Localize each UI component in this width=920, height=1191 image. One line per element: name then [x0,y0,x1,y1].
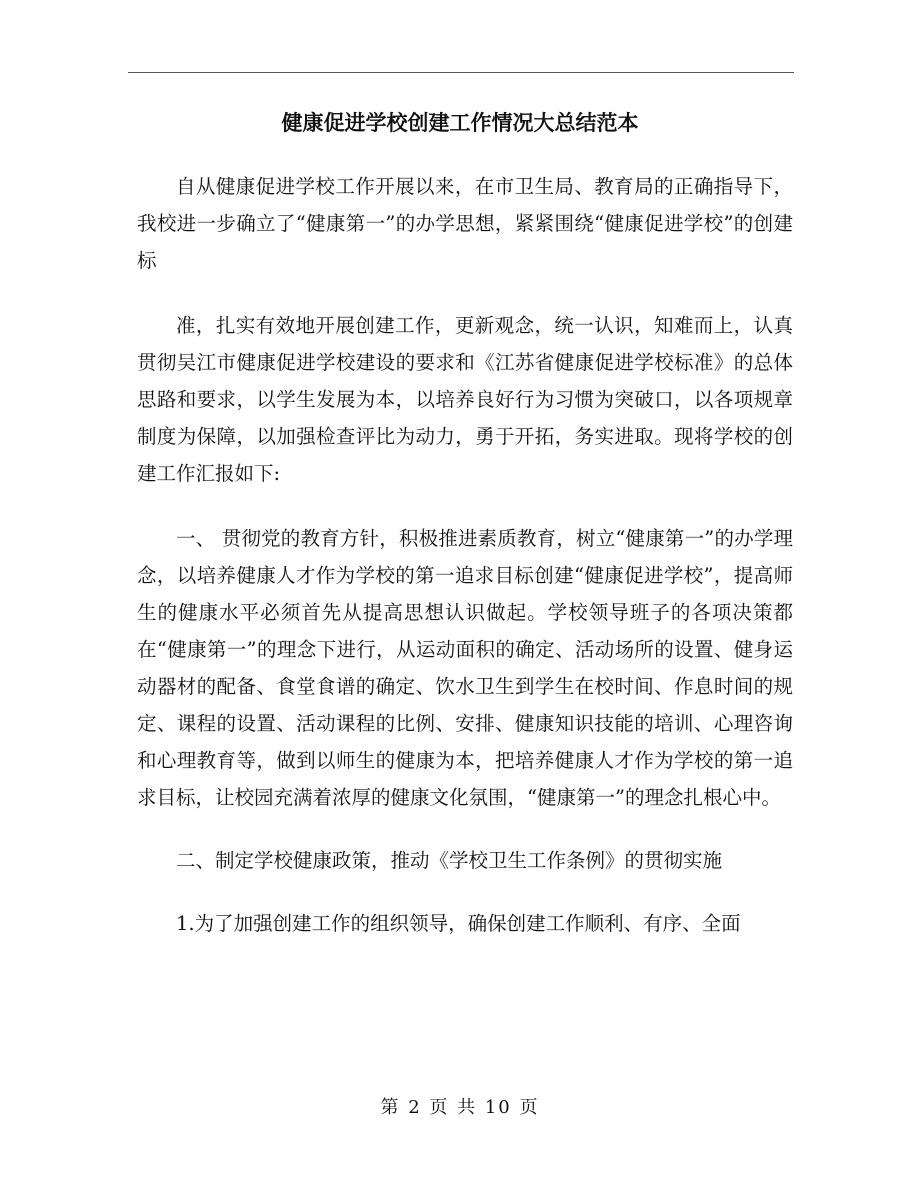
section-heading-two: 二、制定学校健康政策，推动《学校卫生工作条例》的贯彻实施 [176,849,723,872]
document-title: 健康促进学校创建工作情况大总结范本 [281,111,639,135]
page-number-footer: 第 2 页 共 10 页 [380,1097,540,1118]
paragraph-section-one: 一、 贯彻党的教育方针，积极推进素质教育，树立“健康第一”的办学理念，以培养健康人才作为学校的第一追求目标创建“健康促进学校”，提高师生的健康水平必须首先从提高思想认识做起。学校领导班子的各项决策都在“健康第一”的理念下进行，从运动面积的确定、活动场所的设置、健身运动器材的配备、食堂食谱的确定、饮水卫生到学生在校时间、作息时间的规定、课程的设置、活动课程的比例、安排、健康知识技能的培训、心理咨询和心理教育等，做到以师生的健康为本，把培养健康人才作为学校的第一追求目标，让校园充满着浓厚的健康文化氛围，“健康第一”的理念扎根心中。 [137,527,793,809]
document-body [137,168,793,942]
paragraph-item-one: 1.为了加强创建工作的组织领导，确保创建工作顺利、有序、全面 [176,912,741,935]
header-rule [128,72,794,73]
paragraph-intro: 自从健康促进学校工作开展以来，在市卫生局、教育局的正确指导下，我校进一步确立了“健康第一”的办学思想，紧紧围绕“健康促进学校”的创建标 [137,175,793,272]
paragraph-standards: 准，扎实有效地开展创建工作，更新观念，统一认识，知难而上，认真贯彻吴江市健康促进学校建设的要求和《江苏省健康促进学校标准》的总体思路和要求，以学生发展为本，以培养良好行为习惯为突破口，以各项规章制度为保障，以加强检查评比为动力，勇于开拓，务实进取。现将学校的创建工作汇报如下: [137,314,793,485]
